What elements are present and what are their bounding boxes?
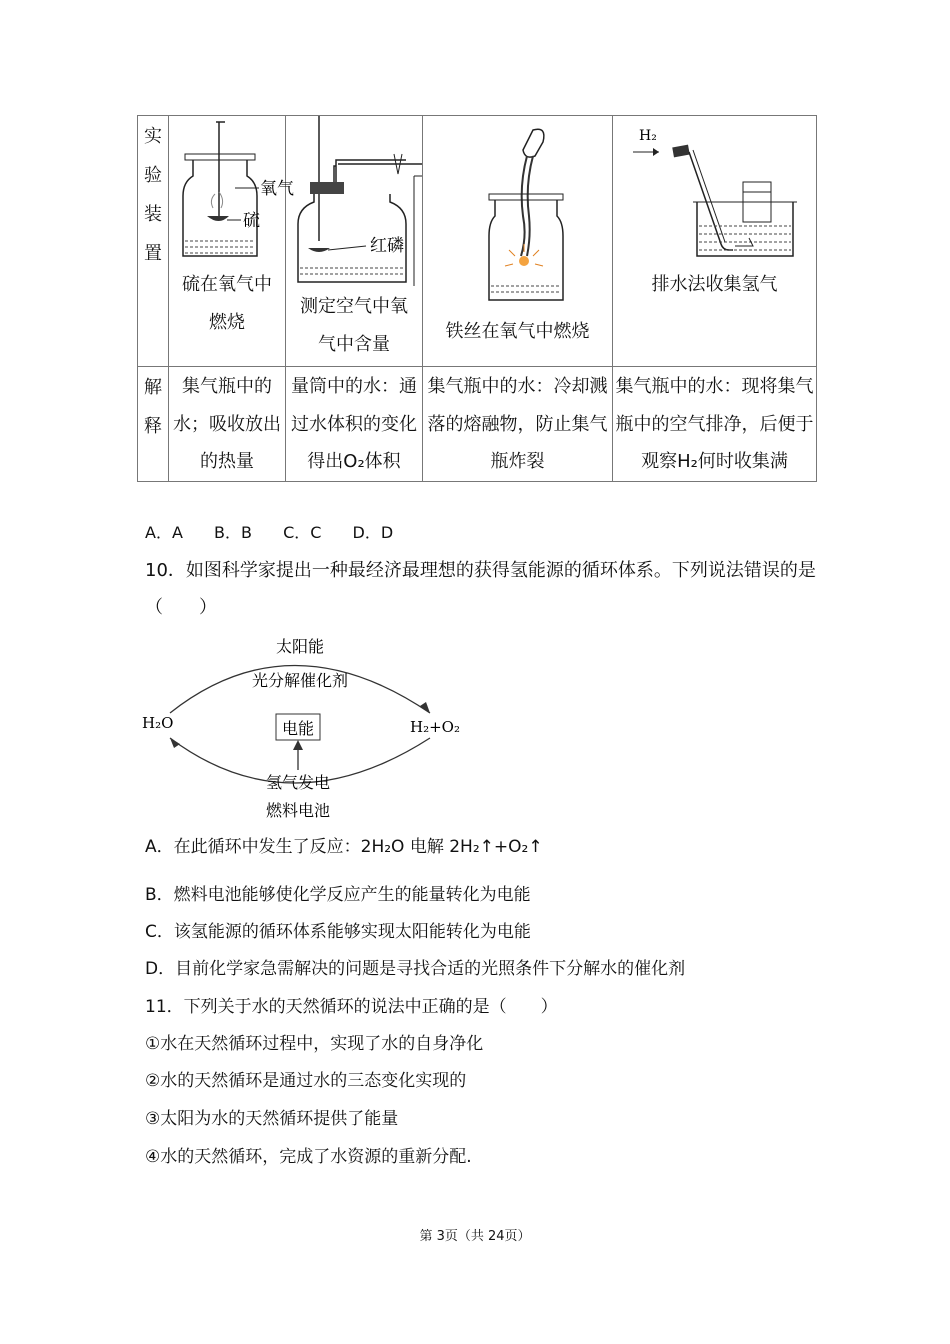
explanation-phosphorus: 量筒中的水：通过水体积的变化得出O₂体积 (286, 367, 423, 482)
q9-option-c[interactable]: C．C (283, 523, 322, 542)
cycle-right-label: H₂+O₂ (410, 718, 460, 736)
explanation-iron: 集气瓶中的水：冷却溅落的熔融物，防止集气瓶炸裂 (423, 367, 613, 482)
q11-item-3: ③太阳为水的天然循环提供了能量 (145, 1109, 399, 1129)
label-sulfur: 硫 (243, 211, 260, 231)
q11-stem: 11．下列关于水的天然循环的说法中正确的是（ ） (145, 997, 558, 1017)
cycle-top-sublabel: 光分解催化剂 (251, 671, 349, 690)
q11-item-1: ①水在天然循环过程中，实现了水的自身净化 (145, 1034, 484, 1054)
q10-option-b[interactable]: B．燃料电池能够使化学反应产生的能量转化为电能 (145, 885, 531, 905)
q10-option-c[interactable]: C．该氢能源的循环体系能够实现太阳能转化为电能 (145, 922, 531, 942)
q9-option-d[interactable]: D．D (352, 523, 394, 542)
cycle-top-label: 太阳能 (275, 637, 325, 656)
apparatus-row (138, 116, 817, 367)
q10-stem: 10．如图科学家提出一种最经济最理想的获得氢能源的循环体系。下列说法错误的是（ ） (145, 560, 816, 618)
explanation-sulfur: 集气瓶中的水；吸收放出的热量 (169, 367, 286, 482)
caption-hydrogen: 排水法收集氢气 (651, 274, 778, 295)
apparatus-cell-phosphorus (286, 116, 423, 367)
q10-option-d[interactable]: D．目前化学家急需解决的问题是寻找合适的光照条件下分解水的催化剂 (145, 959, 686, 979)
cycle-bottom-sublabel: 燃料电池 (265, 801, 331, 820)
cycle-bottom-label: 氢气发电 (265, 773, 331, 792)
row-header-apparatus: 实 验 装 置 (138, 116, 169, 367)
caption-phosphorus-2: 气中含量 (318, 334, 390, 355)
experiment-table (137, 115, 817, 482)
q11-item-2: ②水的天然循环是通过水的三态变化实现的 (145, 1071, 467, 1091)
q9-option-a[interactable]: A．A (145, 523, 183, 542)
cycle-center-box: 电能 (281, 719, 315, 738)
label-h2: H₂ (639, 128, 657, 144)
explanation-row (138, 367, 817, 482)
apparatus-cell-iron (423, 116, 613, 367)
explanation-hydrogen: 集气瓶中的水：现将集气瓶中的空气排净，后便于观察H₂何时收集满 (613, 367, 817, 482)
q9-option-b[interactable]: B．B (214, 523, 252, 542)
caption-iron: 铁丝在氧气中燃烧 (445, 321, 590, 342)
hydrogen-cycle-diagram (140, 628, 480, 823)
caption-sulfur-2: 燃烧 (209, 312, 245, 333)
q11-item-4: ④水的天然循环，完成了水资源的重新分配. (145, 1147, 472, 1167)
caption-sulfur-1: 硫在氧气中 (182, 274, 272, 295)
cycle-left-label: H₂O (142, 714, 174, 732)
label-oxygen: 氧气 (260, 179, 294, 199)
q9-options (145, 520, 417, 543)
label-red-phosphorus: 红磷 (370, 236, 404, 256)
hydrogen-apparatus-figure (613, 116, 816, 366)
q10-option-a[interactable]: A．在此循环中发生了反应：2H₂O 电解 2H₂↑+O₂↑ (145, 837, 543, 857)
caption-phosphorus-1: 测定空气中氧 (300, 296, 408, 317)
page-footer: 第 3页（共 24页） (419, 1229, 531, 1244)
apparatus-cell-sulfur (169, 116, 294, 367)
row-header-explanation: 解 释 (138, 367, 169, 482)
apparatus-cell-hydrogen (613, 116, 817, 367)
